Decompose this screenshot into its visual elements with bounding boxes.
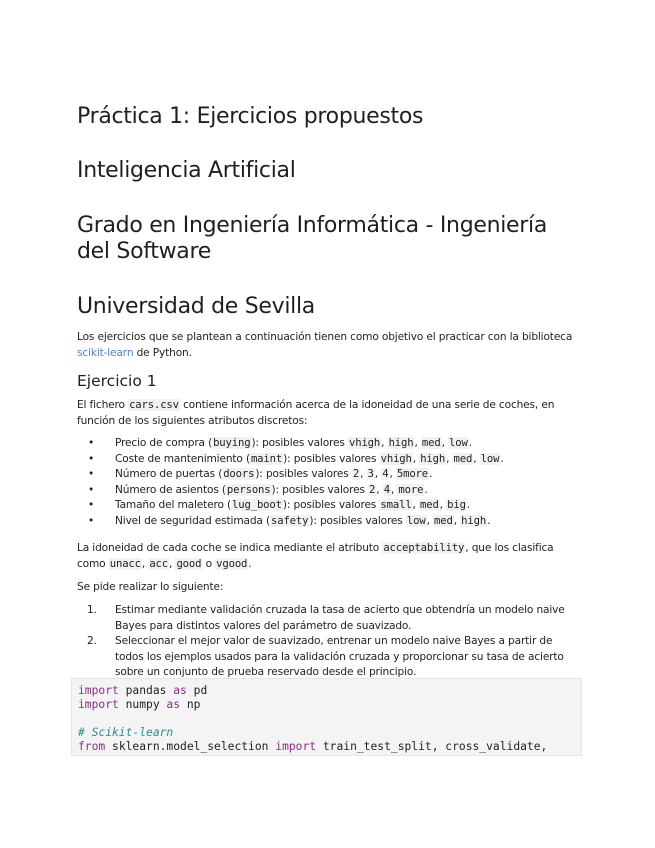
list-item: 2. Seleccionar el mejor valor de suavizado, entrenar un modelo naive Bayes a partir de todos los ejemplos usados para la validación cruzada y proporcionar su tasa de acierto sobre un conjunto de prueba reservado desde el principio. [87,635,564,678]
degree-title: Grado en Ingeniería Informática - Ingeniería del Software [77,213,548,264]
list-item: • Número de puertas (doors): posibles valores 2, 3, 4, 5more. [77,467,583,483]
acceptability-paragraph: La idoneidad de cada coche se indica mediante el atributo acceptability, que los clasifica como unacc, acc, good o vgood. [77,542,554,570]
university-title: Universidad de Sevilla [77,294,315,319]
code-block: import pandas as pd import numpy as np # Scikit-learn from sklearn.model_selection import train_test_split, cross_validate, [71,678,582,756]
list-item: • Precio de compra (buying): posibles valores vhigh, high, med, low. [77,436,583,452]
attribute-list [77,436,583,529]
practice-title: Práctica 1: Ejercicios propuestos [77,104,424,129]
list-item: • Nivel de seguridad estimada (safety): posibles valores low, med, high. [77,514,583,530]
task-list [77,603,567,681]
task-intro: Se pide realizar lo siguiente: [77,581,224,593]
list-item: 1. Estimar mediante validación cruzada la tasa de acierto que obtendría un modelo naive Bayes para distintos valores del parámetro de suavizado. [87,604,565,632]
exercise-heading: Ejercicio 1 [77,372,157,390]
scikit-learn-link[interactable]: scikit-learn [77,346,134,359]
list-item: • Coste de mantenimiento (maint): posibles valores vhigh, high, med, low. [77,452,583,468]
exercise-description: El fichero cars.csv contiene información acerca de la idoneidad de una serie de coches, en función de los siguientes atributos discretos: [77,399,555,427]
intro-paragraph: Los ejercicios que se plantean a continuación tienen como objetivo el practicar con la biblioteca scikit-learn de Python. [77,331,573,359]
list-item: • Número de asientos (persons): posibles valores 2, 4, more. [77,483,583,499]
subject-title: Inteligencia Artificial [77,158,296,183]
code-comment: # Scikit-learn [78,726,174,739]
list-item: • Tamaño del maletero (lug_boot): posibles valores small, med, big. [77,498,583,514]
filename-code: cars.csv [129,399,179,411]
acceptability-code: acceptability [383,542,465,554]
